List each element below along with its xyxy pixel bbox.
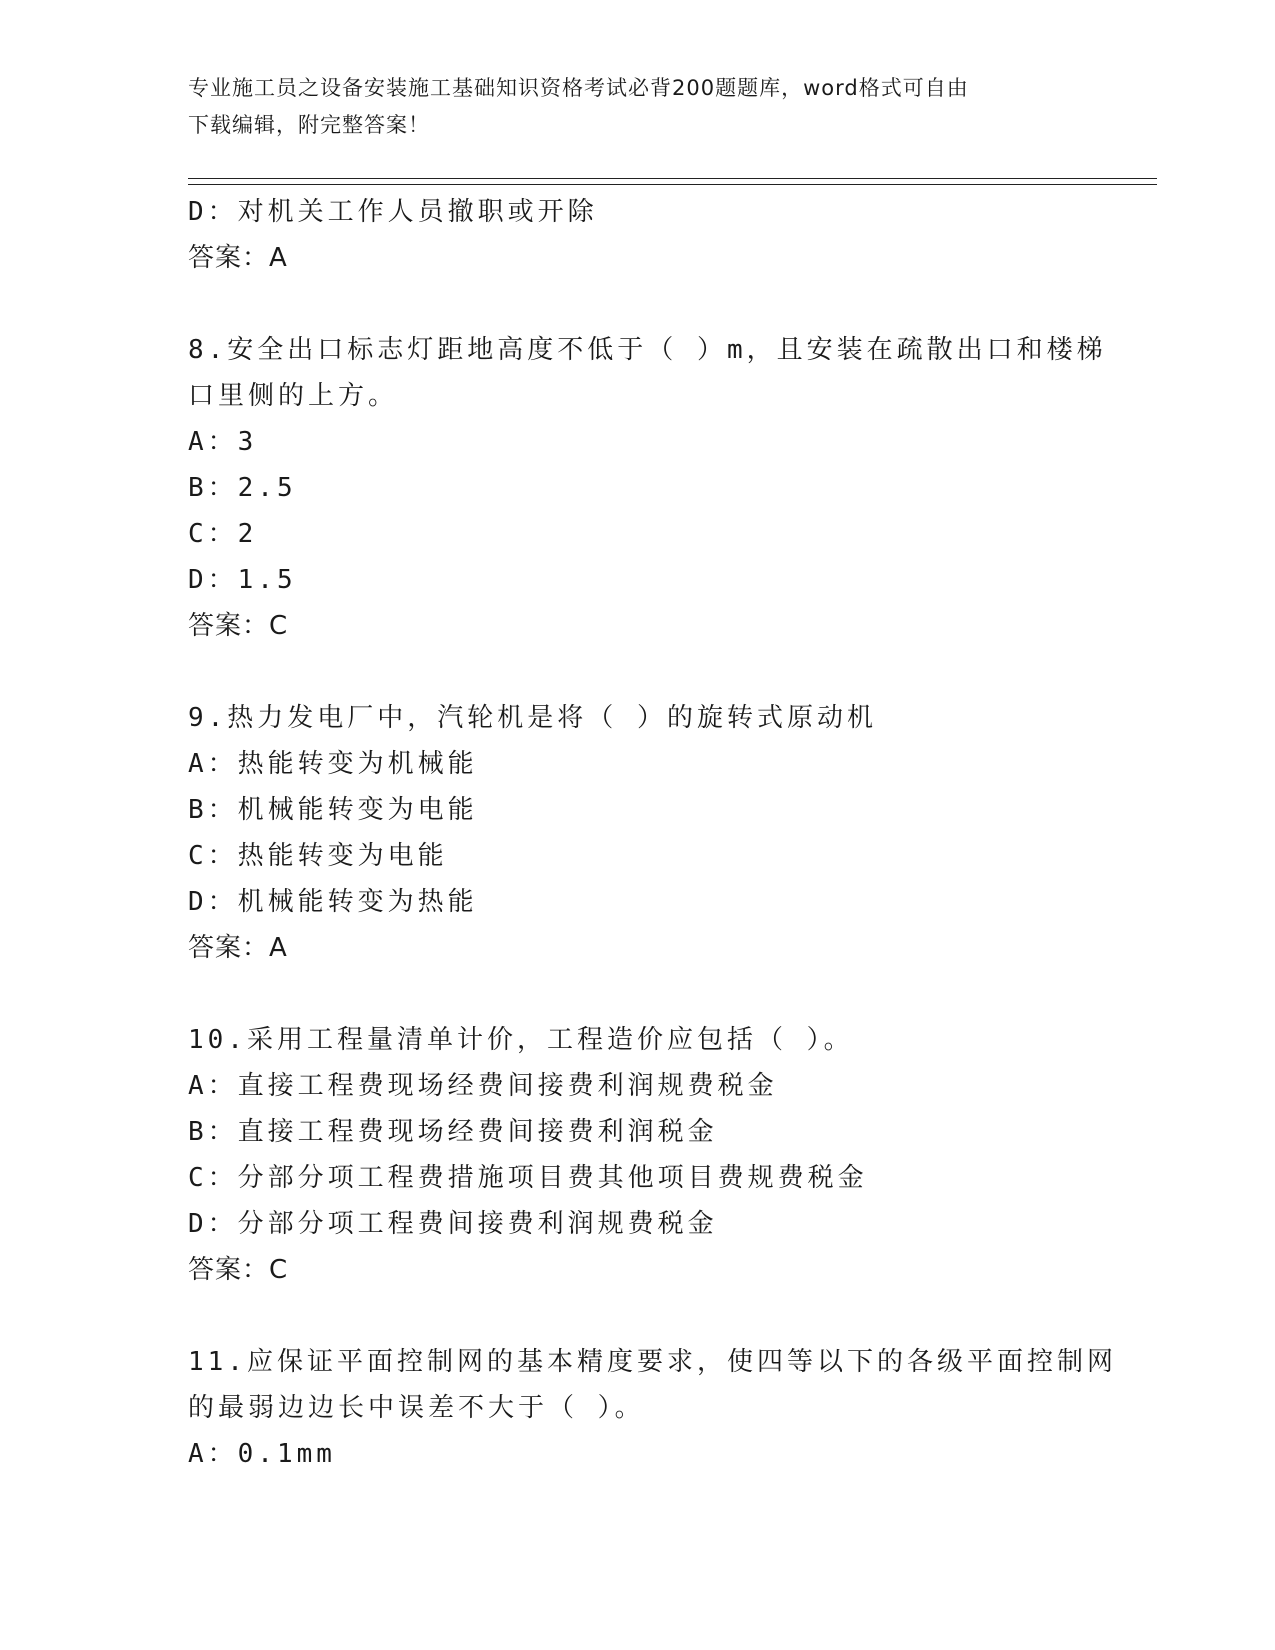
header-line-2: 下载编辑，附完整答案！ <box>188 113 430 137</box>
question-10-option-d: D：分部分项工程费间接费利润规费税金 <box>188 1209 718 1239</box>
spacer <box>188 649 1148 695</box>
question-9-answer: 答案：A <box>188 933 288 963</box>
question-9-option-c: C：热能转变为电能 <box>188 841 448 871</box>
question-10-option-a: A：直接工程费现场经费间接费利润规费税金 <box>188 1071 778 1101</box>
header-divider-bottom <box>188 184 1157 185</box>
question-9-option-b: B：机械能转变为电能 <box>188 795 478 825</box>
question-8-text-line-1: 8.安全出口标志灯距地高度不低于（ ）m，且安装在疏散出口和楼梯 <box>188 335 1107 365</box>
question-10-option-b: B：直接工程费现场经费间接费利润税金 <box>188 1117 718 1147</box>
question-8 <box>188 327 1148 649</box>
question-11-text-line-1: 11.应保证平面控制网的基本精度要求，使四等以下的各级平面控制网 <box>188 1347 1117 1377</box>
question-8-option-d: D：1.5 <box>188 565 297 595</box>
question-10-answer: 答案：C <box>188 1255 289 1285</box>
question-8-option-a: A：3 <box>188 427 258 457</box>
header-divider-top <box>188 178 1157 179</box>
question-8-option-b: B：2.5 <box>188 473 297 503</box>
question-8-text-line-2: 口里侧的上方。 <box>188 381 399 411</box>
spacer <box>188 281 1148 327</box>
prev-answer: 答案：A <box>188 243 288 273</box>
question-11 <box>188 1339 1148 1477</box>
question-11-option-a: A：0.1mm <box>188 1439 336 1469</box>
document-header <box>188 70 1088 144</box>
question-9-option-d: D：机械能转变为热能 <box>188 887 478 917</box>
spacer <box>188 971 1148 1017</box>
question-10 <box>188 1017 1148 1293</box>
question-9-text-line-1: 9.热力发电厂中，汽轮机是将（ ）的旋转式原动机 <box>188 703 877 733</box>
prev-option-d: D：对机关工作人员撤职或开除 <box>188 197 598 227</box>
question-9 <box>188 695 1148 971</box>
question-8-option-c: C：2 <box>188 519 258 549</box>
question-8-answer: 答案：C <box>188 611 289 641</box>
question-11-text-line-2: 的最弱边边长中误差不大于（ ）。 <box>188 1393 645 1423</box>
question-10-option-c: C：分部分项工程费措施项目费其他项目费规费税金 <box>188 1163 868 1193</box>
question-9-option-a: A：热能转变为机械能 <box>188 749 478 779</box>
question-list <box>188 189 1148 1477</box>
header-line-1: 专业施工员之设备安装施工基础知识资格考试必背200题题库，word格式可自由 <box>188 76 969 100</box>
question-10-text-line-1: 10.采用工程量清单计价，工程造价应包括（ ）。 <box>188 1025 854 1055</box>
spacer <box>188 1293 1148 1339</box>
